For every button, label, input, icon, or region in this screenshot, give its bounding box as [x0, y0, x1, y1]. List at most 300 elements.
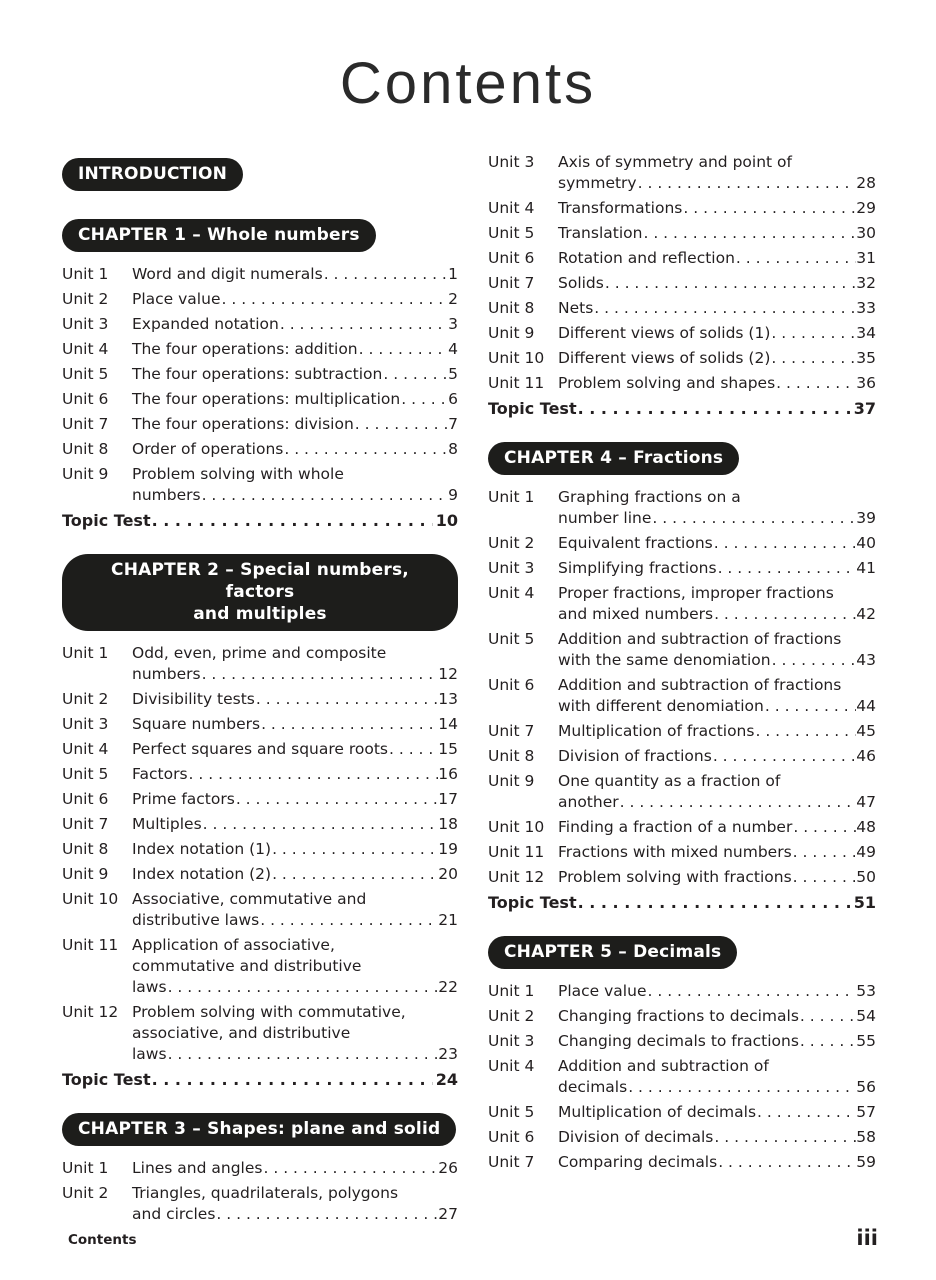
toc-entry [488, 373, 876, 394]
dot-leader [201, 485, 449, 506]
unit-label: Unit 1 [488, 488, 535, 506]
dot-leader [771, 650, 857, 671]
entry-title: Index notation (2) [132, 865, 272, 883]
unit-label: Unit 7 [62, 415, 109, 433]
page-number: 35 [856, 349, 876, 367]
entry-body [558, 842, 876, 863]
toc-left-column [62, 158, 458, 1229]
entry-body [558, 1031, 876, 1052]
page-number: 19 [438, 840, 458, 858]
entry-last-line [132, 364, 458, 385]
entry-body [558, 583, 876, 625]
dot-leader [637, 173, 857, 194]
entry-body [558, 1102, 876, 1123]
dot-leader [215, 1204, 438, 1225]
unit-label: Unit 8 [488, 299, 535, 317]
chapter-badge [62, 158, 243, 191]
page-number: 21 [438, 911, 458, 929]
dot-leader [202, 814, 439, 835]
entry-body [558, 487, 876, 529]
entry-body [132, 889, 458, 931]
dot-leader [577, 892, 851, 914]
toc-entry [62, 439, 458, 460]
entry-last-line [558, 1031, 876, 1052]
dot-leader [255, 689, 438, 710]
page-number: 33 [856, 299, 876, 317]
entry-body [132, 289, 458, 310]
page-number: 36 [856, 374, 876, 392]
toc-entry [62, 839, 458, 860]
dot-leader [400, 389, 448, 410]
entry-body [558, 721, 876, 742]
unit-label: Unit 10 [488, 818, 545, 836]
toc-entry [488, 198, 876, 219]
entry-body [132, 764, 458, 785]
unit-label: Unit 3 [62, 315, 109, 333]
unit-label: Unit 11 [488, 843, 545, 861]
dot-leader [682, 198, 856, 219]
page-number: 13 [438, 690, 458, 708]
page-number: 22 [438, 978, 458, 996]
unit-label: Unit 4 [62, 340, 109, 358]
topic-test-label: Topic Test [62, 511, 151, 530]
chapter-badge-label: CHAPTER 1 – Whole numbers [78, 225, 360, 245]
entry-body [132, 339, 458, 360]
entry-title: symmetry [558, 174, 637, 192]
entry-last-line [558, 323, 876, 344]
entry-last-line [132, 1204, 458, 1225]
entry-body [558, 981, 876, 1002]
entry-title: Addition and subtraction of fractions [558, 630, 842, 648]
entry-title: and mixed numbers [558, 605, 714, 623]
dot-leader [260, 714, 438, 735]
unit-label: Unit 3 [488, 559, 535, 577]
topic-test-label: Topic Test [488, 893, 577, 912]
entry-body [132, 1002, 458, 1065]
dot-leader [713, 1127, 856, 1148]
entry-title: Equivalent fractions [558, 534, 713, 552]
toc-entry [488, 771, 876, 813]
entry-title: The four operations: addition [132, 340, 358, 358]
entry-title: The four operations: subtraction [132, 365, 383, 383]
entry-body [132, 389, 458, 410]
unit-label: Unit 5 [488, 630, 535, 648]
topic-test-label: Topic Test [62, 1070, 151, 1089]
chapter-badge-wrap [62, 219, 458, 252]
entry-last-line [558, 792, 876, 813]
page-number: 46 [856, 747, 876, 765]
entry-body [132, 864, 458, 885]
entry-title: The four operations: multiplication [132, 390, 401, 408]
entry-last-line [132, 839, 458, 860]
unit-label: Unit 9 [488, 324, 535, 342]
chapter-badge-wrap [62, 1113, 458, 1146]
entry-title: Changing fractions to decimals [558, 1007, 799, 1025]
entry-last-line [558, 817, 876, 838]
toc-entry [62, 264, 458, 285]
entry-title: Division of fractions [558, 747, 712, 765]
dot-leader [283, 439, 448, 460]
entry-last-line [132, 389, 458, 410]
dot-leader [259, 910, 438, 931]
entry-title: Fractions with mixed numbers [558, 843, 792, 861]
entry-title: Lines and angles [132, 1159, 263, 1177]
entry-last-line [132, 289, 458, 310]
page-number: 3 [448, 315, 458, 333]
chapter-badge-wrap [488, 442, 876, 475]
entry-body [558, 771, 876, 813]
entry-body [132, 439, 458, 460]
page-number: 34 [856, 324, 876, 342]
page-number: 30 [856, 224, 876, 242]
entry-title: Associative, commutative and [132, 890, 367, 908]
dot-leader [713, 604, 856, 625]
entry-title: Solids [558, 274, 604, 292]
entry-last-line [132, 789, 458, 810]
toc-entry [488, 675, 876, 717]
toc-entry [488, 487, 876, 529]
unit-label: Unit 4 [488, 1057, 535, 1075]
entry-last-line [558, 746, 876, 767]
page-number: 54 [856, 1007, 876, 1025]
unit-label: Unit 12 [62, 1003, 119, 1021]
page-number: 59 [856, 1153, 876, 1171]
entry-body [558, 273, 876, 294]
topic-test-page-number: 51 [853, 893, 876, 912]
dot-leader [151, 1069, 433, 1091]
dot-leader [201, 664, 439, 685]
entry-body [132, 464, 458, 506]
dot-leader [713, 533, 857, 554]
topic-test-row [62, 1069, 458, 1091]
entry-body [558, 817, 876, 838]
entry-last-line [558, 721, 876, 742]
dot-leader [775, 373, 856, 394]
entry-title: Place value [558, 982, 647, 1000]
unit-label: Unit 9 [62, 465, 109, 483]
page-number: 43 [856, 651, 876, 669]
page-number: 47 [856, 793, 876, 811]
page-number: 8 [448, 440, 458, 458]
toc-entry [62, 289, 458, 310]
dot-leader [619, 792, 857, 813]
entry-title: Expanded notation [132, 315, 279, 333]
dot-leader [642, 223, 856, 244]
entry-title: Axis of symmetry and point of [558, 153, 792, 171]
dot-leader [167, 977, 439, 998]
unit-label: Unit 3 [488, 1032, 535, 1050]
page-number: 29 [856, 199, 876, 217]
entry-last-line [132, 485, 458, 506]
dot-leader [271, 839, 438, 860]
entry-last-line [132, 864, 458, 885]
toc-entry [488, 273, 876, 294]
page-number: 16 [438, 765, 458, 783]
entry-last-line [558, 696, 876, 717]
entry-last-line [132, 314, 458, 335]
chapter-badge [488, 936, 737, 969]
toc-entry [488, 583, 876, 625]
entry-body [558, 675, 876, 717]
page-number: 49 [856, 843, 876, 861]
dot-leader [717, 1152, 856, 1173]
entry-body [558, 348, 876, 369]
entry-last-line [132, 714, 458, 735]
entry-title: Changing decimals to fractions [558, 1032, 799, 1050]
dot-leader [151, 510, 433, 532]
entry-last-line [558, 1127, 876, 1148]
page-number: 23 [438, 1045, 458, 1063]
entry-body [558, 323, 876, 344]
dot-leader [799, 1006, 856, 1027]
dot-leader [577, 398, 851, 420]
entry-title: commutative and distributive [132, 957, 362, 975]
toc-entry [62, 464, 458, 506]
toc-entry [62, 864, 458, 885]
dot-leader [358, 339, 448, 360]
unit-label: Unit 9 [488, 772, 535, 790]
toc-entry [62, 714, 458, 735]
dot-leader [756, 1102, 856, 1123]
toc-entry [488, 1127, 876, 1148]
page-number: 56 [856, 1078, 876, 1096]
entry-title: numbers [132, 486, 201, 504]
dot-leader [382, 364, 448, 385]
chapter-badge-wrap [62, 158, 458, 191]
toc-entry [62, 935, 458, 998]
dot-leader [220, 289, 448, 310]
entry-last-line [132, 739, 458, 760]
chapter-badge-label: CHAPTER 4 – Fractions [504, 448, 724, 468]
unit-label: Unit 1 [488, 982, 535, 1000]
entry-title: laws [132, 1045, 167, 1063]
chapter-badge [62, 554, 458, 631]
entry-title: Problem solving with whole [132, 465, 344, 483]
entry-body [558, 1056, 876, 1098]
toc-entry [62, 643, 458, 685]
topic-test-page-number: 24 [435, 1070, 458, 1089]
entry-last-line [132, 264, 458, 285]
unit-label: Unit 3 [488, 153, 535, 171]
page-number: 20 [438, 865, 458, 883]
footer-section-label: Contents [68, 1232, 137, 1248]
entry-last-line [558, 867, 876, 888]
page-number: 5 [448, 365, 458, 383]
page-number: 27 [438, 1205, 458, 1223]
toc-entry [488, 223, 876, 244]
page-number: 45 [856, 722, 876, 740]
chapter-badge-wrap [62, 554, 458, 631]
entry-last-line [558, 173, 876, 194]
entry-last-line [558, 373, 876, 394]
dot-leader [646, 981, 856, 1002]
unit-label: Unit 4 [488, 584, 535, 602]
entry-last-line [558, 1077, 876, 1098]
page-number: 6 [448, 390, 458, 408]
entry-title: Place value [132, 290, 221, 308]
unit-label: Unit 5 [62, 365, 109, 383]
entry-title: Problem solving with commutative, [132, 1003, 406, 1021]
entry-last-line [558, 533, 876, 554]
toc-entry [62, 739, 458, 760]
toc-right-column [488, 152, 876, 1177]
entry-body [132, 264, 458, 285]
entry-title: number line [558, 509, 652, 527]
unit-label: Unit 10 [62, 890, 119, 908]
unit-label: Unit 11 [488, 374, 545, 392]
toc-entry [62, 764, 458, 785]
entry-body [132, 689, 458, 710]
entry-last-line [558, 198, 876, 219]
page-number: 17 [438, 790, 458, 808]
entry-title: Problem solving with fractions [558, 868, 792, 886]
entry-last-line [558, 1102, 876, 1123]
unit-label: Unit 7 [62, 815, 109, 833]
footer-page-number: iii [856, 1226, 878, 1250]
unit-label: Unit 6 [488, 249, 535, 267]
entry-last-line [132, 414, 458, 435]
unit-label: Unit 9 [62, 865, 109, 883]
page-number: 18 [438, 815, 458, 833]
entry-title: Index notation (1) [132, 840, 272, 858]
entry-body [558, 558, 876, 579]
entry-title: Addition and subtraction of [558, 1057, 769, 1075]
entry-body [558, 1006, 876, 1027]
entry-title: The four operations: division [132, 415, 354, 433]
chapter-badge [62, 219, 376, 252]
page-number: 1 [448, 265, 458, 283]
page-number: 7 [448, 415, 458, 433]
entry-body [558, 867, 876, 888]
entry-body [132, 739, 458, 760]
toc-entry [488, 1152, 876, 1173]
unit-label: Unit 6 [488, 1128, 535, 1146]
entry-body [132, 414, 458, 435]
entry-body [558, 298, 876, 319]
page-number: 48 [856, 818, 876, 836]
dot-leader [354, 414, 448, 435]
entry-last-line [132, 910, 458, 931]
dot-leader [764, 696, 856, 717]
page-number: 9 [448, 486, 458, 504]
entry-title: Different views of solids (1) [558, 324, 771, 342]
dot-leader [593, 298, 856, 319]
entry-last-line [132, 1044, 458, 1065]
entry-last-line [558, 248, 876, 269]
chapter-badge [488, 442, 739, 475]
entry-title: Word and digit numerals [132, 265, 323, 283]
dot-leader [754, 721, 856, 742]
dot-leader [627, 1077, 856, 1098]
unit-label: Unit 4 [62, 740, 109, 758]
toc-entry [62, 814, 458, 835]
entry-title: Divisibility tests [132, 690, 255, 708]
toc-entry [488, 298, 876, 319]
dot-leader [792, 842, 857, 863]
entry-last-line [132, 339, 458, 360]
entry-last-line [558, 981, 876, 1002]
unit-label: Unit 4 [488, 199, 535, 217]
toc-entry [488, 1056, 876, 1098]
entry-last-line [558, 273, 876, 294]
toc-entry [488, 1102, 876, 1123]
dot-leader [167, 1044, 439, 1065]
page-number: 44 [856, 697, 876, 715]
entry-body [132, 935, 458, 998]
entry-title: Multiplication of decimals [558, 1103, 757, 1121]
entry-last-line [558, 604, 876, 625]
unit-label: Unit 2 [62, 290, 109, 308]
topic-test-row [488, 892, 876, 914]
entry-last-line [558, 558, 876, 579]
unit-label: Unit 1 [62, 1159, 109, 1177]
entry-title: Triangles, quadrilaterals, polygons [132, 1184, 399, 1202]
chapter-badge-label: CHAPTER 5 – Decimals [504, 942, 722, 962]
dot-leader [799, 1031, 856, 1052]
entry-body [558, 746, 876, 767]
entry-title: distributive laws [132, 911, 260, 929]
page-number: 32 [856, 274, 876, 292]
entry-title: Factors [132, 765, 188, 783]
entry-last-line [132, 977, 458, 998]
entry-last-line [132, 439, 458, 460]
entry-title: Division of decimals [558, 1128, 714, 1146]
entry-body [132, 789, 458, 810]
entry-body [132, 714, 458, 735]
entry-title: Perfect squares and square roots [132, 740, 388, 758]
entry-last-line [558, 298, 876, 319]
toc-entry [62, 389, 458, 410]
toc-entry [488, 323, 876, 344]
unit-label: Unit 5 [488, 224, 535, 242]
unit-label: Unit 3 [62, 715, 109, 733]
entry-title: Graphing fractions on a [558, 488, 741, 506]
toc-entry [488, 558, 876, 579]
toc-entry [62, 689, 458, 710]
toc-entry [488, 152, 876, 194]
page-number: 41 [856, 559, 876, 577]
entry-title: numbers [132, 665, 201, 683]
entry-title: with the same denomiation [558, 651, 771, 669]
chapter-badge [62, 1113, 456, 1146]
dot-leader [235, 789, 438, 810]
entry-title: decimals [558, 1078, 628, 1096]
entry-body [132, 643, 458, 685]
entry-body [132, 839, 458, 860]
entry-last-line [558, 650, 876, 671]
toc-entry [488, 533, 876, 554]
entry-title: with different denomiation [558, 697, 764, 715]
entry-body [558, 152, 876, 194]
entry-title: Proper fractions, improper fractions [558, 584, 834, 602]
entry-title: Rotation and reflection [558, 249, 735, 267]
dot-leader [279, 314, 448, 335]
dot-leader [262, 1158, 438, 1179]
entry-last-line [558, 1006, 876, 1027]
entry-title: Multiplication of fractions [558, 722, 755, 740]
unit-label: Unit 10 [488, 349, 545, 367]
page-number: 2 [448, 290, 458, 308]
unit-label: Unit 7 [488, 1153, 535, 1171]
toc-entry [62, 339, 458, 360]
entry-title: Different views of solids (2) [558, 349, 771, 367]
dot-leader [388, 739, 438, 760]
entry-last-line [132, 764, 458, 785]
toc-entry [488, 348, 876, 369]
entry-last-line [558, 348, 876, 369]
dot-leader [271, 864, 438, 885]
dot-leader [792, 867, 857, 888]
